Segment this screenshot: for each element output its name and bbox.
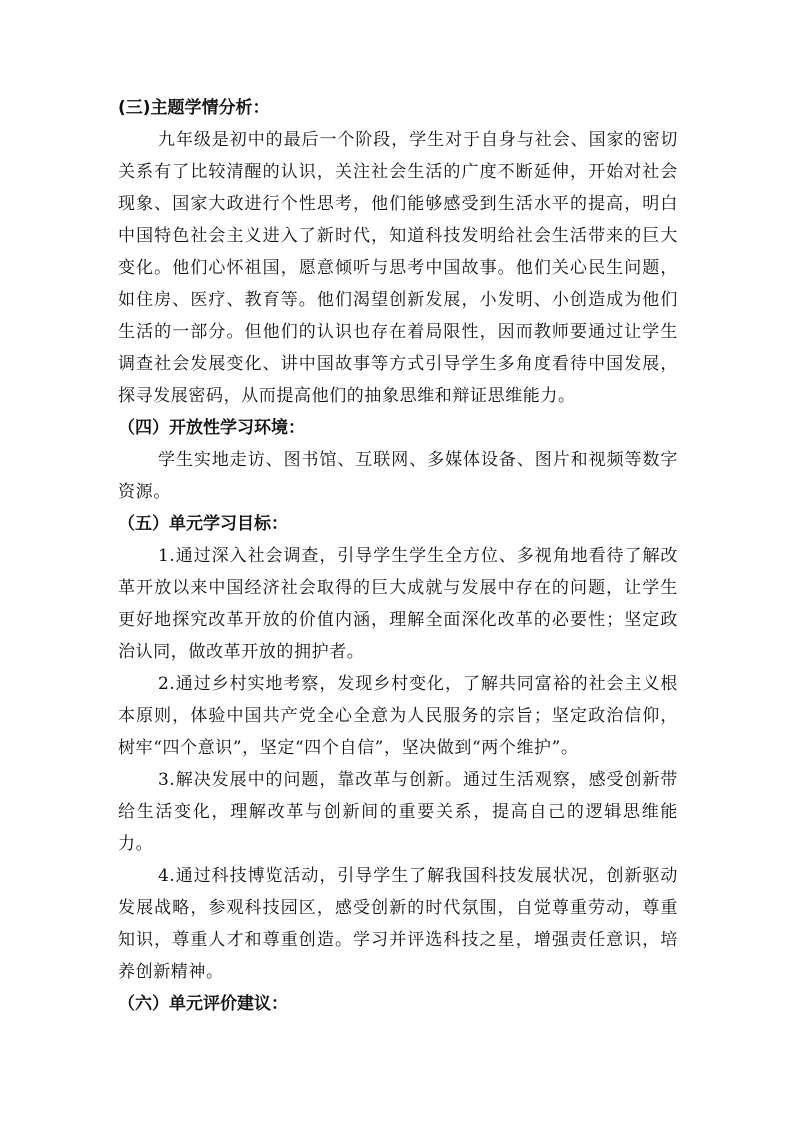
paragraph-learning-analysis: 九年级是初中的最后一个阶段，学生对于自身与社会、国家的密切关系有了比较清醒的认识，关注社会生活的广度不断延伸，开始对社会现象、国家大政进行个性思考，他们能够感受到生活水平的提高，明白中国特色社会主义进入了新时代，知道科技发明给社会生活带来的巨大变化。他们心怀祖国，愿意倾听与思考中国故事。他们关心民生问题，如住房、医疗、教育等。他们渴望创新发展，小发明、小创造成为他们生活的一部分。但他们的认识也存在着局限性，因而教师要通过让学生调查社会发展变化、讲中国故事等方式引导学生多角度看待中国发展，探寻发展密码，从而提高他们的抽象思维和辩证思维能力。 (118, 130, 678, 406)
paragraph-goal-2: 2.通过乡村实地考察，发现乡村变化，了解共同富裕的社会主义根本原则，体验中国共产党全心全意为人民服务的宗旨；坚定政治信仰，树牢“四个意识”，坚定“四个自信”，坚决做到“两个维护”。 (118, 674, 678, 758)
paragraph-goal-3: 3.解决发展中的问题，靠改革与创新。通过生活观察，感受创新带给生活变化，理解改革与创新间的重要关系，提高自己的逻辑思维能力。 (118, 770, 678, 854)
paragraph-goal-4: 4.通过科技博览活动，引导学生了解我国科技发展状况，创新驱动发展战略，参观科技园区，感受创新的时代氛围，自觉尊重劳动，尊重知识，尊重人才和尊重创造。学习并评选科技之星，增强责任意识，培养创新精神。 (118, 866, 678, 982)
document-body (118, 92, 678, 1020)
section-heading-4: （四）开放性学习环境： (118, 418, 305, 438)
section-heading-6: （六）单元评价建议： (118, 994, 288, 1014)
section-heading-3: (三)主题学情分析： (118, 98, 270, 118)
paragraph-goal-1: 1.通过深入社会调查，引导学生学生全方位、多视角地看待了解改革开放以来中国经济社会取得的巨大成就与发展中存在的问题，让学生更好地探究改革开放的价值内涵，理解全面深化改革的必要性；坚定政治认同，做改革开放的拥护者。 (118, 546, 678, 662)
paragraph-learning-environment: 学生实地走访、图书馆、互联网、多媒体设备、图片和视频等数字资源。 (118, 450, 678, 502)
section-heading-5: （五）单元学习目标： (118, 514, 288, 534)
